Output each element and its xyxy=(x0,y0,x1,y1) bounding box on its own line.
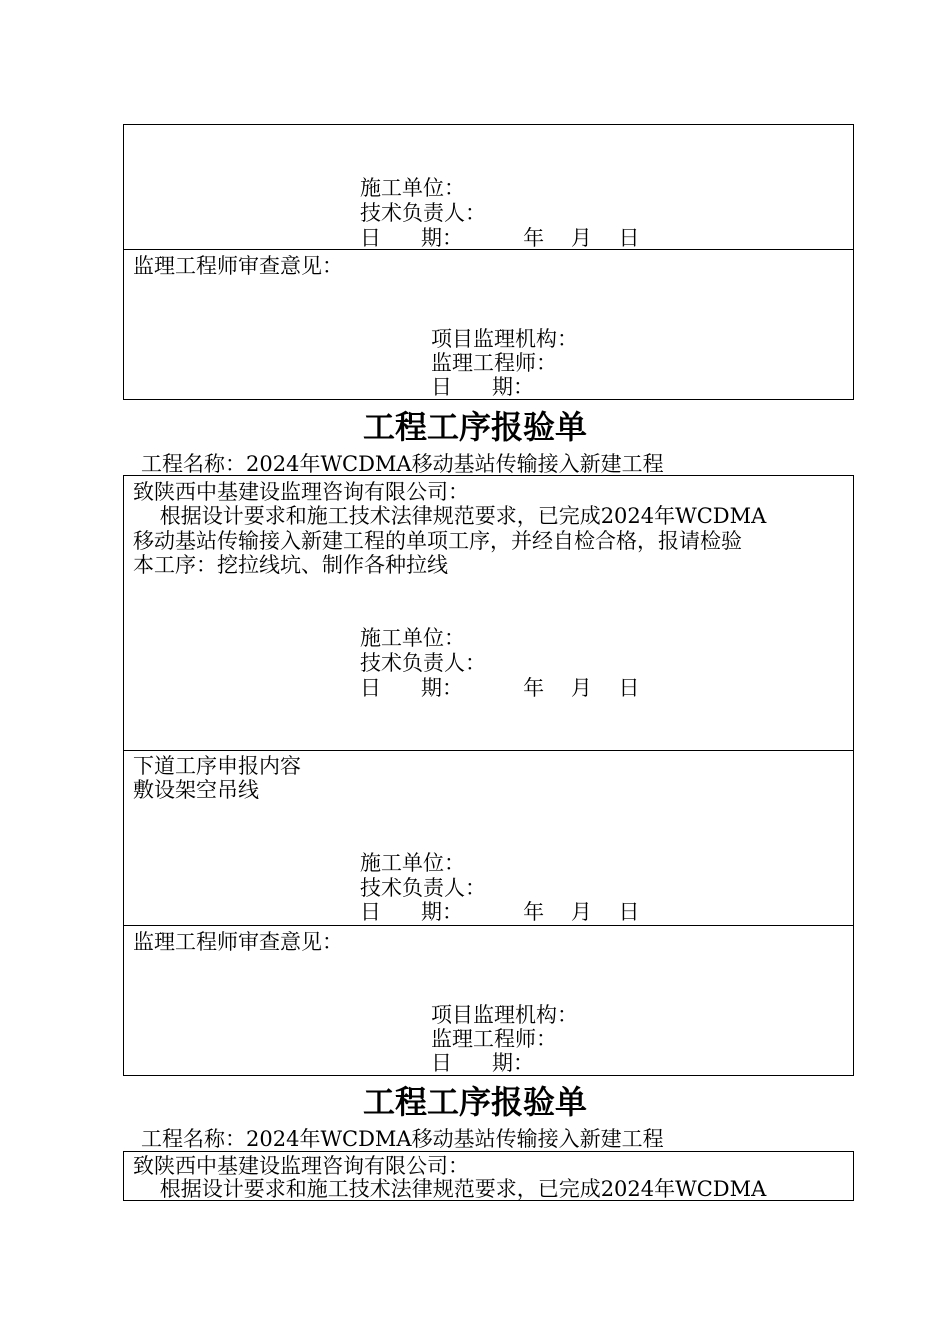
review-heading: 监理工程师审查意见： xyxy=(133,930,343,954)
review-org-label: 项目监理机构： xyxy=(431,1003,578,1027)
form3-body-line1: 根据设计要求和施工技术法律规范要求，已完成2024年WCDMA xyxy=(133,1177,767,1201)
review-org-label: 项目监理机构： xyxy=(431,327,578,351)
review-date-label: 日 期： xyxy=(431,1051,535,1075)
next-step-heading: 下道工序申报内容 xyxy=(133,754,301,778)
review-engineer-label: 监理工程师： xyxy=(431,351,557,375)
sign-unit-label: 施工单位： xyxy=(360,176,465,200)
form2-title: 工程工序报验单 xyxy=(362,408,587,446)
review-engineer-label: 监理工程师： xyxy=(431,1027,557,1051)
form2-report-section xyxy=(123,475,854,751)
form2-addressee: 致陕西中基建设监理咨询有限公司： xyxy=(133,480,469,504)
form2-body-line2: 移动基站传输接入新建工程的单项工序，并经自检合格，报请检验 xyxy=(133,529,742,553)
review-date-label: 日 期： xyxy=(431,375,535,399)
form2-body-line3: 本工序：挖拉线坑、制作各种拉线 xyxy=(133,553,448,577)
sign-unit-label: 施工单位： xyxy=(360,626,465,650)
sign-date-label: 日 期： 年 月 日 xyxy=(360,900,640,924)
form3-addressee: 致陕西中基建设监理咨询有限公司： xyxy=(133,1154,469,1178)
sign-tech-label: 技术负责人： xyxy=(360,651,486,675)
form3-title: 工程工序报验单 xyxy=(362,1083,587,1121)
sign-tech-label: 技术负责人： xyxy=(360,876,486,900)
sign-date-label: 日 期： 年 月 日 xyxy=(360,676,640,700)
form3-project-name: 工程名称：2024年WCDMA移动基站传输接入新建工程 xyxy=(141,1127,664,1151)
form2-next-step-section xyxy=(123,750,854,926)
sign-date-label: 日 期： 年 月 日 xyxy=(360,226,640,250)
sign-tech-label: 技术负责人： xyxy=(360,201,486,225)
sign-unit-label: 施工单位： xyxy=(360,851,465,875)
review-heading: 监理工程师审查意见： xyxy=(133,254,343,278)
next-step-content: 敷设架空吊线 xyxy=(133,778,259,802)
form1-sign-section xyxy=(123,124,854,250)
form2-project-name: 工程名称：2024年WCDMA移动基站传输接入新建工程 xyxy=(141,452,664,476)
form1-review-section xyxy=(123,249,854,400)
form2-body-line1: 根据设计要求和施工技术法律规范要求，已完成2024年WCDMA xyxy=(133,504,767,528)
form2-review-section xyxy=(123,925,854,1076)
form3-report-section xyxy=(123,1151,854,1201)
